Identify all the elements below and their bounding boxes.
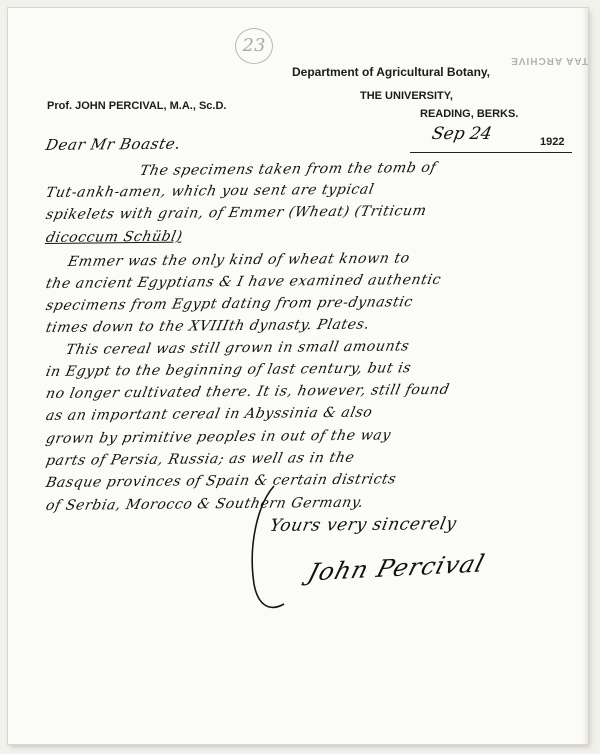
letter-line: Tut-ankh-amen, which you sent are typical: [44, 181, 376, 201]
letter-line: dicoccum Schübl): [44, 228, 185, 246]
signature-flourish: [240, 474, 350, 624]
date-year: 1922: [540, 136, 565, 148]
salutation: Dear Mr Boaste.: [44, 134, 183, 154]
letter-line: times down to the XVIIIth dynasty. Plates.: [44, 316, 372, 336]
letter-line: grown by primitive peoples in out of the way: [44, 427, 393, 447]
signature: John Percival: [304, 549, 489, 587]
town-heading: READING, BERKS.: [420, 108, 519, 120]
letter-line: as an important cereal in Abyssinia & also: [44, 404, 375, 424]
closing: Yours very sincerely: [267, 514, 459, 536]
letter-line: parts of Persia, Russia; as well as in the: [44, 449, 356, 469]
letter-line: in Egypt to the beginning of last century, but is: [44, 360, 413, 380]
letter-line: The specimens taken from the tomb of: [138, 159, 438, 179]
letter-line: Emmer was the only kind of wheat known to: [66, 250, 412, 270]
letter-line: This cereal was still grown in small amounts: [64, 338, 411, 358]
reference-number-circle: 23: [235, 28, 273, 64]
letter-line: specimens from Egypt dating from pre-dynastic: [44, 294, 415, 314]
letter-line: no longer cultivated there. It is, however, still found: [44, 381, 451, 402]
letter-line: the ancient Egyptians & I have examined authentic: [44, 271, 443, 292]
department-heading: Department of Agricultural Botany,: [292, 65, 491, 79]
university-heading: THE UNIVERSITY,: [360, 90, 453, 102]
professor-name: Prof. JOHN PERCIVAL, M.A., Sc.D.: [47, 100, 227, 112]
letter-page: [8, 8, 588, 744]
archive-stamp: TAA ARCHIVE: [510, 55, 588, 66]
letter-line: Basque provinces of Spain & certain districts: [44, 471, 398, 491]
date-handwritten: Sep 24: [430, 124, 494, 144]
letter-line: of Serbia, Morocco & Southern Germany.: [44, 494, 366, 514]
letter-line: spikelets with grain, of Emmer (Wheat) (Triticum: [44, 203, 429, 223]
page-edge: [582, 8, 588, 744]
